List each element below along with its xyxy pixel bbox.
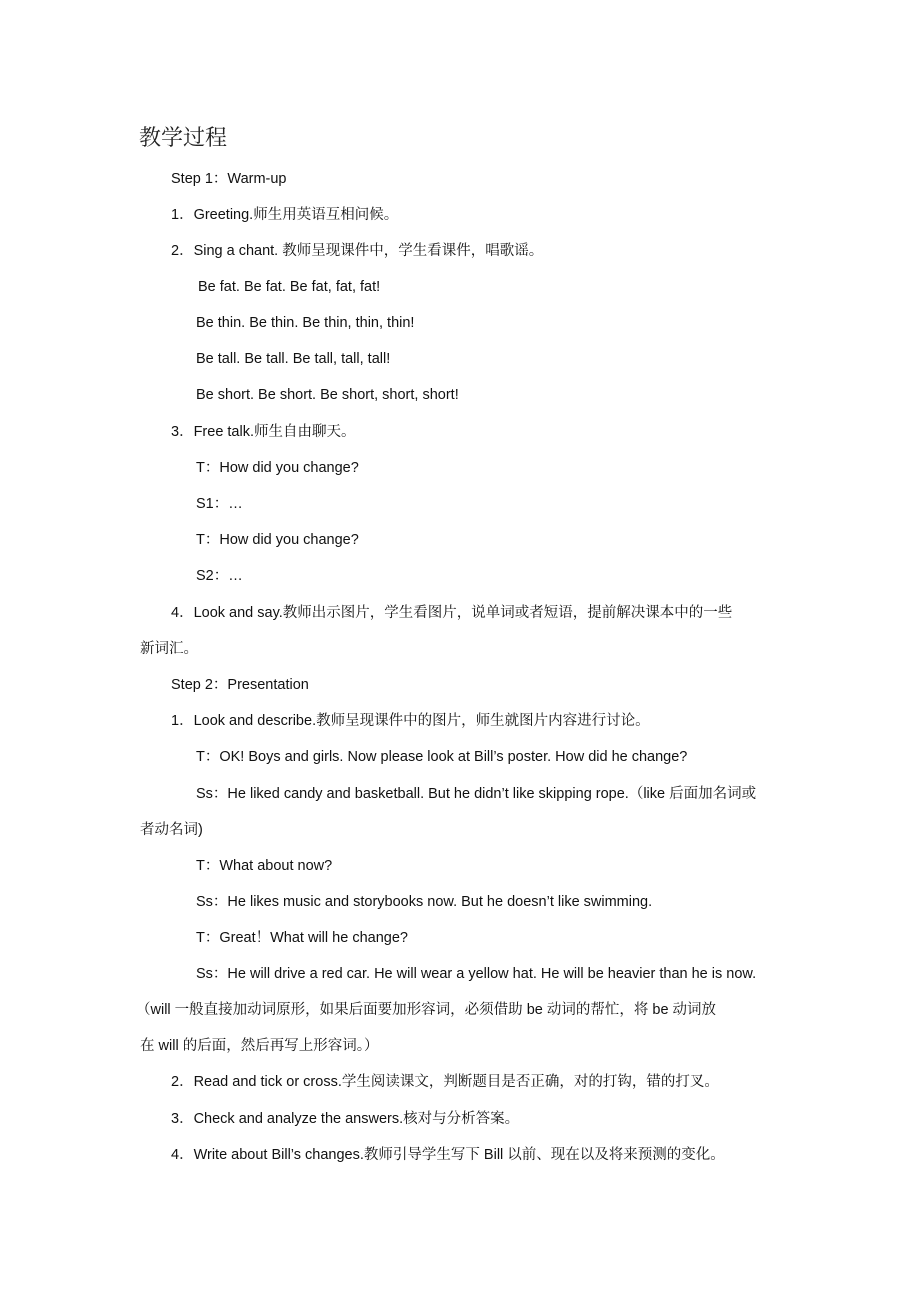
dialogue-line: Ss：He likes music and storybooks now. But he doesn’t like swimming. bbox=[196, 894, 653, 910]
list-item-continuation: 新词汇。 bbox=[140, 641, 198, 657]
list-item: 4．Write about Bill’s changes.教师引导学生写下 Bill 以前、现在以及将来预测的变化。 bbox=[171, 1147, 725, 1163]
dialogue-line: T：Great！What will he change? bbox=[196, 930, 408, 946]
step-heading: Step 2：Presentation bbox=[171, 677, 309, 693]
dialogue-line: T：What about now? bbox=[196, 858, 333, 874]
list-item: 1．Greeting.师生用英语互相问候。 bbox=[171, 207, 399, 223]
chant-line: Be tall. Be tall. Be tall, tall, tall! bbox=[196, 351, 391, 367]
dialogue-line: T：How did you change? bbox=[196, 460, 359, 476]
dialogue-line: S2：… bbox=[196, 568, 243, 584]
step-heading: Step 1：Warm-up bbox=[171, 171, 287, 187]
chant-line: Be thin. Be thin. Be thin, thin, thin! bbox=[196, 315, 415, 331]
dialogue-line: Ss：He will drive a red car. He will wear a yellow hat. He will be heavier than he is now. bbox=[196, 966, 757, 982]
dialogue-line: S1：… bbox=[196, 496, 243, 512]
list-item: 3．Check and analyze the answers.核对与分析答案。 bbox=[171, 1111, 520, 1127]
dialogue-line: T：OK! Boys and girls. Now please look at Bill’s poster. How did he change? bbox=[196, 749, 688, 765]
grammar-note: （will 一般直接加动词原形，如果后面要加形容词，必须借助 be 动词的帮忙，将 be 动词放 bbox=[136, 1002, 717, 1018]
list-item: 1．Look and describe.教师呈现课件中的图片，师生就图片内容进行讨论。 bbox=[171, 713, 650, 729]
dialogue-continuation: 者动名词) bbox=[140, 822, 203, 838]
list-item: 2．Read and tick or cross.学生阅读课文，判断题目是否正确，对的打钩，错的打叉。 bbox=[171, 1074, 719, 1090]
page-title: 教学过程 bbox=[139, 126, 228, 151]
dialogue-line: Ss：He liked candy and basketball. But he didn’t like skipping rope.（like 后面加名词或 bbox=[196, 786, 757, 802]
chant-line: Be fat. Be fat. Be fat, fat, fat! bbox=[198, 279, 381, 295]
dialogue-line: T：How did you change? bbox=[196, 532, 359, 548]
list-item: 3．Free talk.师生自由聊天。 bbox=[171, 424, 356, 440]
grammar-note: 在 will 的后面，然后再写上形容词。） bbox=[140, 1038, 379, 1054]
list-item: 4．Look and say.教师出示图片，学生看图片，说单词或者短语，提前解决课本中的一些 bbox=[171, 605, 733, 621]
list-item: 2．Sing a chant. 教师呈现课件中，学生看课件，唱歌谣。 bbox=[171, 243, 544, 259]
chant-line: Be short. Be short. Be short, short, short! bbox=[196, 387, 459, 403]
